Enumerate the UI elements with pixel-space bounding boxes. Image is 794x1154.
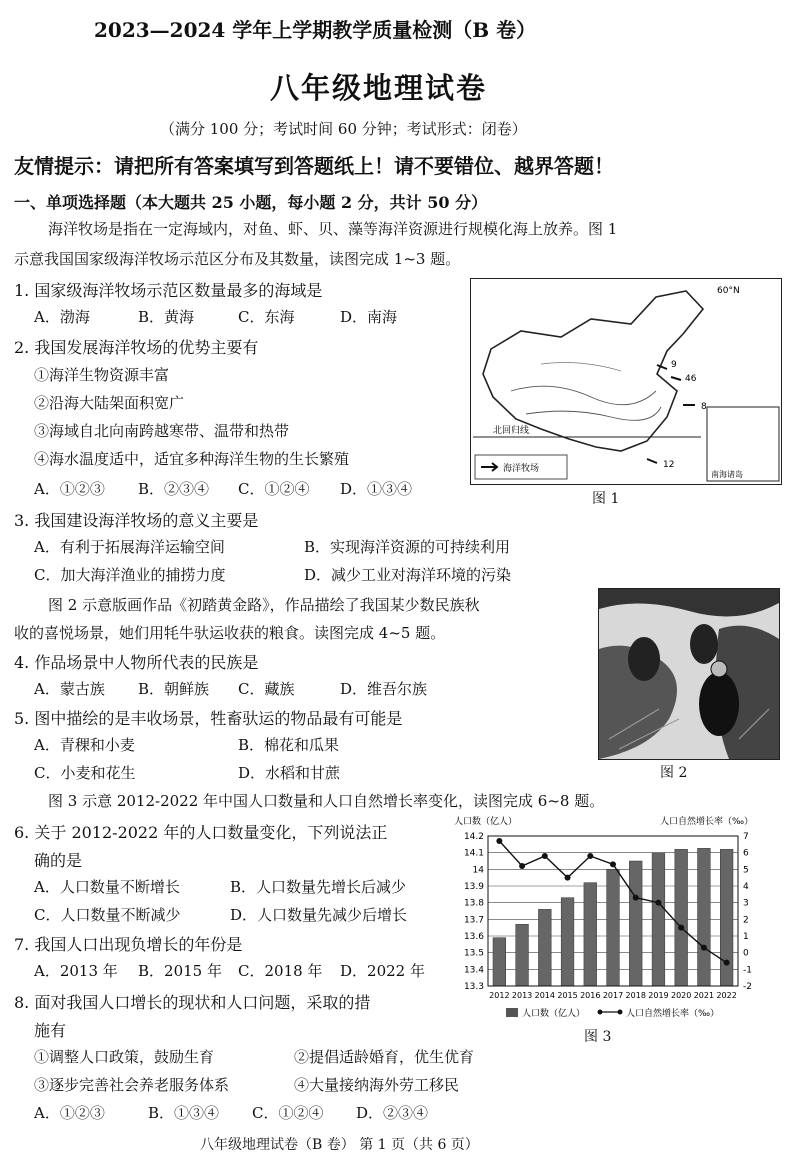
- woodcut-image: [599, 589, 779, 759]
- bar-2015: [561, 898, 574, 986]
- q6-option-b: B．人口数量先增长后减少: [230, 878, 407, 896]
- x-tick-2016: 2016: [580, 991, 601, 1000]
- q2-statement-4: ④海水温度适中，适宜多种海洋生物的生长繁殖: [34, 450, 350, 468]
- x-tick-2015: 2015: [557, 991, 578, 1000]
- q7-option-b: B．2015 年: [138, 962, 222, 980]
- q2-option-b: B．②③④: [138, 480, 210, 498]
- river-line: [541, 363, 621, 371]
- figure-3-chart: [448, 812, 788, 1024]
- inset-label: 南海诸岛: [711, 470, 743, 479]
- bar-2020: [675, 849, 688, 986]
- growth-point-2019: [655, 900, 661, 906]
- q3-option-a: A．有利于拓展海洋运输空间: [34, 538, 225, 556]
- q8-option-d: D．②③④: [356, 1104, 429, 1122]
- question-8-line-1: 8. 面对我国人口增长的现状和人口问题，采取的措: [14, 993, 371, 1012]
- q4-option-c: C．藏族: [238, 680, 295, 698]
- q6-option-a: A．人口数量不断增长: [34, 878, 180, 896]
- y-right-tick: 2: [743, 915, 749, 926]
- growth-point-2022: [724, 960, 730, 966]
- q8-option-c: C．①②④: [252, 1104, 324, 1122]
- q7-option-d: D．2022 年: [340, 962, 425, 980]
- y-left-tick: 14.2: [463, 832, 484, 842]
- count-label-2: 46: [685, 374, 697, 384]
- bar-2017: [607, 869, 620, 986]
- q5-option-a: A．青稞和小麦: [34, 736, 135, 754]
- q7-option-c: C．2018 年: [238, 962, 323, 980]
- intro-1a: 海洋牧场是指在一定海域内，对鱼、虾、贝、藻等海洋资源进行规模化海上放养。图 1: [48, 220, 618, 238]
- q2-statement-3: ③海域自北向南跨越寒带、温带和热带: [34, 422, 290, 440]
- bar-2016: [584, 883, 597, 986]
- x-tick-2022: 2022: [716, 991, 737, 1000]
- y-left-tick: 13.4: [463, 965, 484, 976]
- y-right-tick: 7: [743, 832, 749, 842]
- y-left-label: 人口数（亿人）: [454, 817, 518, 827]
- count-label-3: 8: [701, 402, 707, 412]
- exam-info: （满分 100 分；考试时间 60 分钟；考试形式：闭卷）: [160, 120, 527, 138]
- arrow-icon: [657, 365, 667, 369]
- intro-3: 图 3 示意 2012-2022 年中国人口数量和人口自然增长率变化，读图完成 6~8 题。: [48, 792, 605, 810]
- y-right-tick: -2: [743, 982, 752, 992]
- bar-2014: [538, 909, 551, 986]
- population-chart: [448, 812, 788, 1024]
- question-4: 4. 作品场景中人物所代表的民族是: [14, 653, 259, 672]
- intro-2a: 图 2 示意版画作品《初踏黄金路》，作品描绘了我国某少数民族秋: [48, 596, 480, 614]
- q8-option-a: A．①②③: [34, 1104, 105, 1122]
- figure-3-caption: 图 3: [584, 1029, 612, 1045]
- growth-point-2021: [701, 945, 707, 951]
- x-tick-2014: 2014: [534, 991, 555, 1000]
- q8-statement-1: ①调整人口政策，鼓励生育: [34, 1048, 215, 1066]
- growth-point-2017: [610, 861, 616, 867]
- tropic-label: 北回归线: [493, 426, 530, 436]
- q4-option-a: A．蒙古族: [34, 680, 105, 698]
- x-tick-2017: 2017: [602, 991, 624, 1000]
- q3-option-b: B．实现海洋资源的可持续利用: [304, 538, 511, 556]
- figure-2-woodcut: [598, 588, 780, 760]
- bar-2018: [629, 861, 642, 986]
- exam-title: 2023—2024 学年上学期教学质量检测（B 卷）: [94, 18, 537, 42]
- legend-bar-swatch: [506, 1008, 518, 1017]
- question-7: 7. 我国人口出现负增长的年份是: [14, 935, 243, 954]
- question-2: 2. 我国发展海洋牧场的优势主要有: [14, 338, 259, 357]
- q1-option-a: A．渤海: [34, 308, 90, 326]
- intro-2b: 收的喜悦场景，她们用牦牛驮运收获的粮食。读图完成 4~5 题。: [14, 624, 446, 642]
- growth-point-2012: [496, 838, 502, 844]
- y-right-tick: 1: [743, 932, 749, 942]
- q2-statement-2: ②沿海大陆架面积宽广: [34, 394, 185, 412]
- intro-1b: 示意我国国家级海洋牧场示范区分布及其数量，读图完成 1~3 题。: [14, 250, 461, 268]
- y-left-tick: 14.1: [463, 848, 484, 859]
- x-tick-2018: 2018: [625, 991, 646, 1000]
- arrow-icon: [647, 459, 657, 463]
- question-3: 3. 我国建设海洋牧场的意义主要是: [14, 511, 259, 530]
- river-line: [526, 407, 661, 420]
- y-left-tick: 13.6: [463, 932, 484, 942]
- river-line: [511, 386, 656, 405]
- y-right-tick: 4: [743, 882, 749, 892]
- y-right-tick: 0: [743, 948, 749, 959]
- page-title: 八年级地理试卷: [270, 71, 488, 105]
- question-8-line-2: 施有: [34, 1021, 67, 1040]
- question-6-line-1: 6. 关于 2012-2022 年的人口数量变化，下列说法正: [14, 823, 388, 842]
- q6-option-d: D．人口数量先减少后增长: [230, 906, 408, 924]
- y-left-tick: 13.8: [463, 898, 484, 909]
- q8-option-b: B．①③④: [148, 1104, 220, 1122]
- figure-1-map: [470, 278, 782, 485]
- y-left-tick: 13.9: [463, 882, 484, 892]
- q3-option-d: D．减少工业对海洋环境的污染: [304, 566, 512, 584]
- y-right-tick: 6: [743, 848, 749, 859]
- y-left-tick: 13.3: [463, 982, 484, 992]
- legend-label: 海洋牧场: [503, 464, 540, 474]
- q4-option-d: D．维吾尔族: [340, 680, 428, 698]
- growth-point-2015: [565, 875, 571, 881]
- q5-option-d: D．水稻和甘蔗: [238, 764, 341, 782]
- q1-option-c: C．东海: [238, 308, 295, 326]
- q8-statement-2: ②提倡适龄婚育，优生优育: [294, 1048, 475, 1066]
- question-1: 1. 国家级海洋牧场示范区数量最多的海域是: [14, 281, 323, 300]
- growth-point-2014: [542, 853, 548, 859]
- bar-2012: [493, 938, 506, 986]
- q1-option-d: D．南海: [340, 308, 398, 326]
- growth-point-2016: [587, 853, 593, 859]
- growth-point-2018: [633, 895, 639, 901]
- q2-statement-1: ①海洋生物资源丰富: [34, 366, 170, 384]
- page-footer: 八年级地理试卷（B 卷） 第 1 页（共 6 页）: [200, 1137, 479, 1153]
- question-6-line-2: 确的是: [34, 851, 83, 870]
- question-5: 5. 图中描绘的是丰收场景，牲畜驮运的物品最有可能是: [14, 709, 403, 728]
- arrow-icon: [671, 377, 681, 380]
- count-label-1: 9: [671, 360, 677, 370]
- legend-line-label: 人口自然增长率（‰）: [626, 1009, 720, 1019]
- y-left-tick: 13.7: [463, 915, 484, 926]
- count-label-4: 12: [663, 460, 675, 470]
- y-right-tick: -1: [743, 965, 752, 976]
- q2-option-d: D．①③④: [340, 480, 413, 498]
- x-tick-2021: 2021: [693, 991, 715, 1000]
- q2-option-a: A．①②③: [34, 480, 105, 498]
- x-tick-2012: 2012: [489, 991, 510, 1000]
- bar-2021: [698, 848, 711, 986]
- bar-2013: [516, 924, 529, 986]
- figure-1-caption: 图 1: [592, 491, 620, 507]
- y-left-tick: 14: [472, 865, 484, 876]
- growth-point-2020: [678, 925, 684, 931]
- x-tick-2020: 2020: [671, 991, 692, 1000]
- q2-option-c: C．①②④: [238, 480, 310, 498]
- y-right-label: 人口自然增长率（‰）: [660, 817, 754, 827]
- q5-option-c: C．小麦和花生: [34, 764, 136, 782]
- x-tick-2019: 2019: [648, 991, 669, 1000]
- friendly-tip: 友情提示：请把所有答案填写到答题纸上！请不要错位、越界答题！: [14, 154, 614, 178]
- section-heading: 一、单项选择题（本大题共 25 小题，每小题 2 分，共计 50 分）: [14, 193, 488, 212]
- bar-2019: [652, 853, 665, 986]
- q6-option-c: C．人口数量不断减少: [34, 906, 181, 924]
- q5-option-b: B．棉花和瓜果: [238, 736, 340, 754]
- q8-statement-4: ④大量接纳海外劳工移民: [294, 1076, 460, 1094]
- figure-2-caption: 图 2: [660, 765, 688, 781]
- q4-option-b: B．朝鲜族: [138, 680, 210, 698]
- x-tick-2013: 2013: [511, 991, 533, 1000]
- legend-bar-label: 人口数（亿人）: [522, 1009, 586, 1019]
- q7-option-a: A．2013 年: [34, 962, 118, 980]
- china-map-sketch: [471, 279, 781, 484]
- y-left-tick: 13.5: [463, 948, 484, 959]
- q1-option-b: B．黄海: [138, 308, 195, 326]
- latitude-label: 60°N: [717, 286, 740, 296]
- growth-point-2013: [519, 863, 525, 869]
- q3-option-c: C．加大海洋渔业的捕捞力度: [34, 566, 226, 584]
- y-right-tick: 5: [743, 865, 749, 876]
- q8-statement-3: ③逐步完善社会养老服务体系: [34, 1076, 230, 1094]
- y-right-tick: 3: [743, 898, 749, 909]
